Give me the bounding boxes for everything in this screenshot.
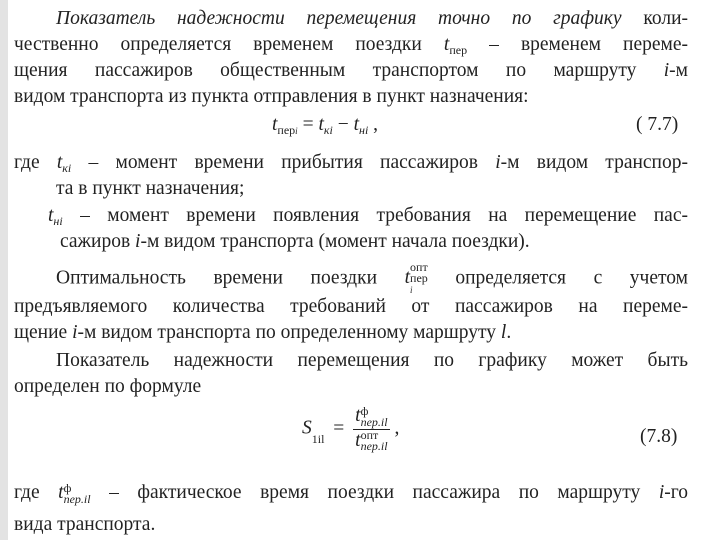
sup: ф — [360, 403, 369, 418]
sub: 1il — [311, 432, 325, 446]
text: -м видом транспор- — [500, 152, 688, 173]
paragraph-1-line-1 — [56, 8, 688, 30]
equation-7-8 — [302, 405, 399, 452]
comma: , — [394, 417, 400, 439]
equation-7-7 — [272, 114, 378, 138]
text: -м видом транспорта (момент начала поездки). — [140, 231, 530, 252]
var-t: t — [404, 267, 411, 289]
text: -го — [664, 482, 689, 503]
sub: пер — [449, 43, 468, 57]
paragraph-2-line-3 — [14, 322, 688, 344]
text: где — [14, 152, 40, 173]
paragraph-2-line-2: предъявляемого количества требований от пассажиров на переме- — [14, 296, 688, 317]
where-1-line-3 — [48, 205, 688, 232]
sub: пер.il — [63, 491, 91, 506]
equation-number-7-8: (7.8) — [640, 426, 678, 447]
equals-sign: = — [302, 114, 314, 135]
text: – момент времени появления требования на перемещение пас- — [80, 205, 688, 226]
where-1-line-1 — [14, 152, 688, 179]
paragraph-1-line-3 — [14, 60, 688, 82]
paragraph-1-line-4: видом транспорта из пункта отправления в пункт назначения: — [14, 86, 529, 107]
text: – момент времени прибытия пассажиров — [88, 152, 478, 173]
italic-phrase: Показатель надежности перемещения точно по графику — [56, 8, 622, 29]
var-t: t — [355, 429, 361, 451]
equation-number-7-7: ( 7.7) — [636, 114, 679, 135]
var-i: i — [658, 482, 665, 503]
var-i: i — [72, 322, 78, 343]
subsub: i — [410, 285, 413, 295]
text: -м — [669, 60, 688, 81]
where-1-line-4 — [60, 231, 688, 253]
text: – временем переме- — [489, 34, 689, 55]
paragraph-3-line-1: Показатель надежности перемещения по графику может быть — [56, 350, 688, 371]
sub: нi — [53, 214, 63, 228]
var-t: t — [355, 405, 361, 426]
equals-sign: = — [333, 417, 345, 439]
sub: нi — [358, 123, 369, 137]
sub: пер — [277, 123, 296, 137]
minus-sign: − — [337, 114, 349, 135]
text: коли- — [643, 8, 688, 29]
text: определяется с учетом — [455, 267, 688, 289]
text: -м видом транспорта по определенному маршруту — [77, 322, 497, 343]
fraction-numerator — [353, 405, 389, 430]
subsub: i — [295, 126, 298, 136]
paragraph-1-line-2 — [14, 34, 688, 61]
text: чественно определяется временем поездки — [14, 34, 422, 55]
where-1-line-2: та в пункт назначения; — [56, 178, 245, 199]
fraction — [353, 405, 389, 452]
paragraph-2-line-1 — [56, 262, 688, 296]
paragraph-3-line-2: определен по формуле — [14, 376, 202, 397]
text: где — [14, 482, 40, 503]
where-2-line-1 — [14, 482, 688, 505]
sup: опт — [410, 260, 428, 274]
sub: пер — [410, 271, 428, 285]
text: Оптимальность времени поездки — [56, 267, 378, 289]
var-t: t — [443, 34, 450, 55]
sub: кi — [323, 123, 333, 137]
period: . — [506, 322, 512, 343]
text: – фактическое время поездки пассажира по маршруту — [109, 482, 641, 503]
fraction-denominator — [353, 430, 389, 453]
var-t: t — [48, 205, 54, 226]
var-t: t — [353, 114, 359, 135]
text: щение — [14, 322, 68, 343]
sup: ф — [63, 480, 72, 495]
comma: , — [373, 114, 379, 135]
var-i: i — [135, 231, 141, 252]
var-t: t — [318, 114, 324, 135]
var-t: t — [272, 114, 278, 135]
sub: пер.il — [360, 414, 388, 429]
var-i: i — [495, 152, 501, 173]
var-t: t — [58, 482, 64, 503]
var-t: t — [56, 152, 63, 173]
sub: кi — [62, 161, 72, 175]
sub: пер.il — [360, 439, 388, 454]
text: щения пассажиров общественным транспортом по маршруту — [14, 60, 637, 81]
text: сажиров — [60, 231, 131, 252]
sup: опт — [360, 428, 379, 443]
var-i: i — [663, 60, 670, 81]
where-2-line-2: вида транспорта. — [14, 514, 156, 535]
var-l: l — [500, 322, 507, 343]
var-s: S — [302, 417, 312, 439]
